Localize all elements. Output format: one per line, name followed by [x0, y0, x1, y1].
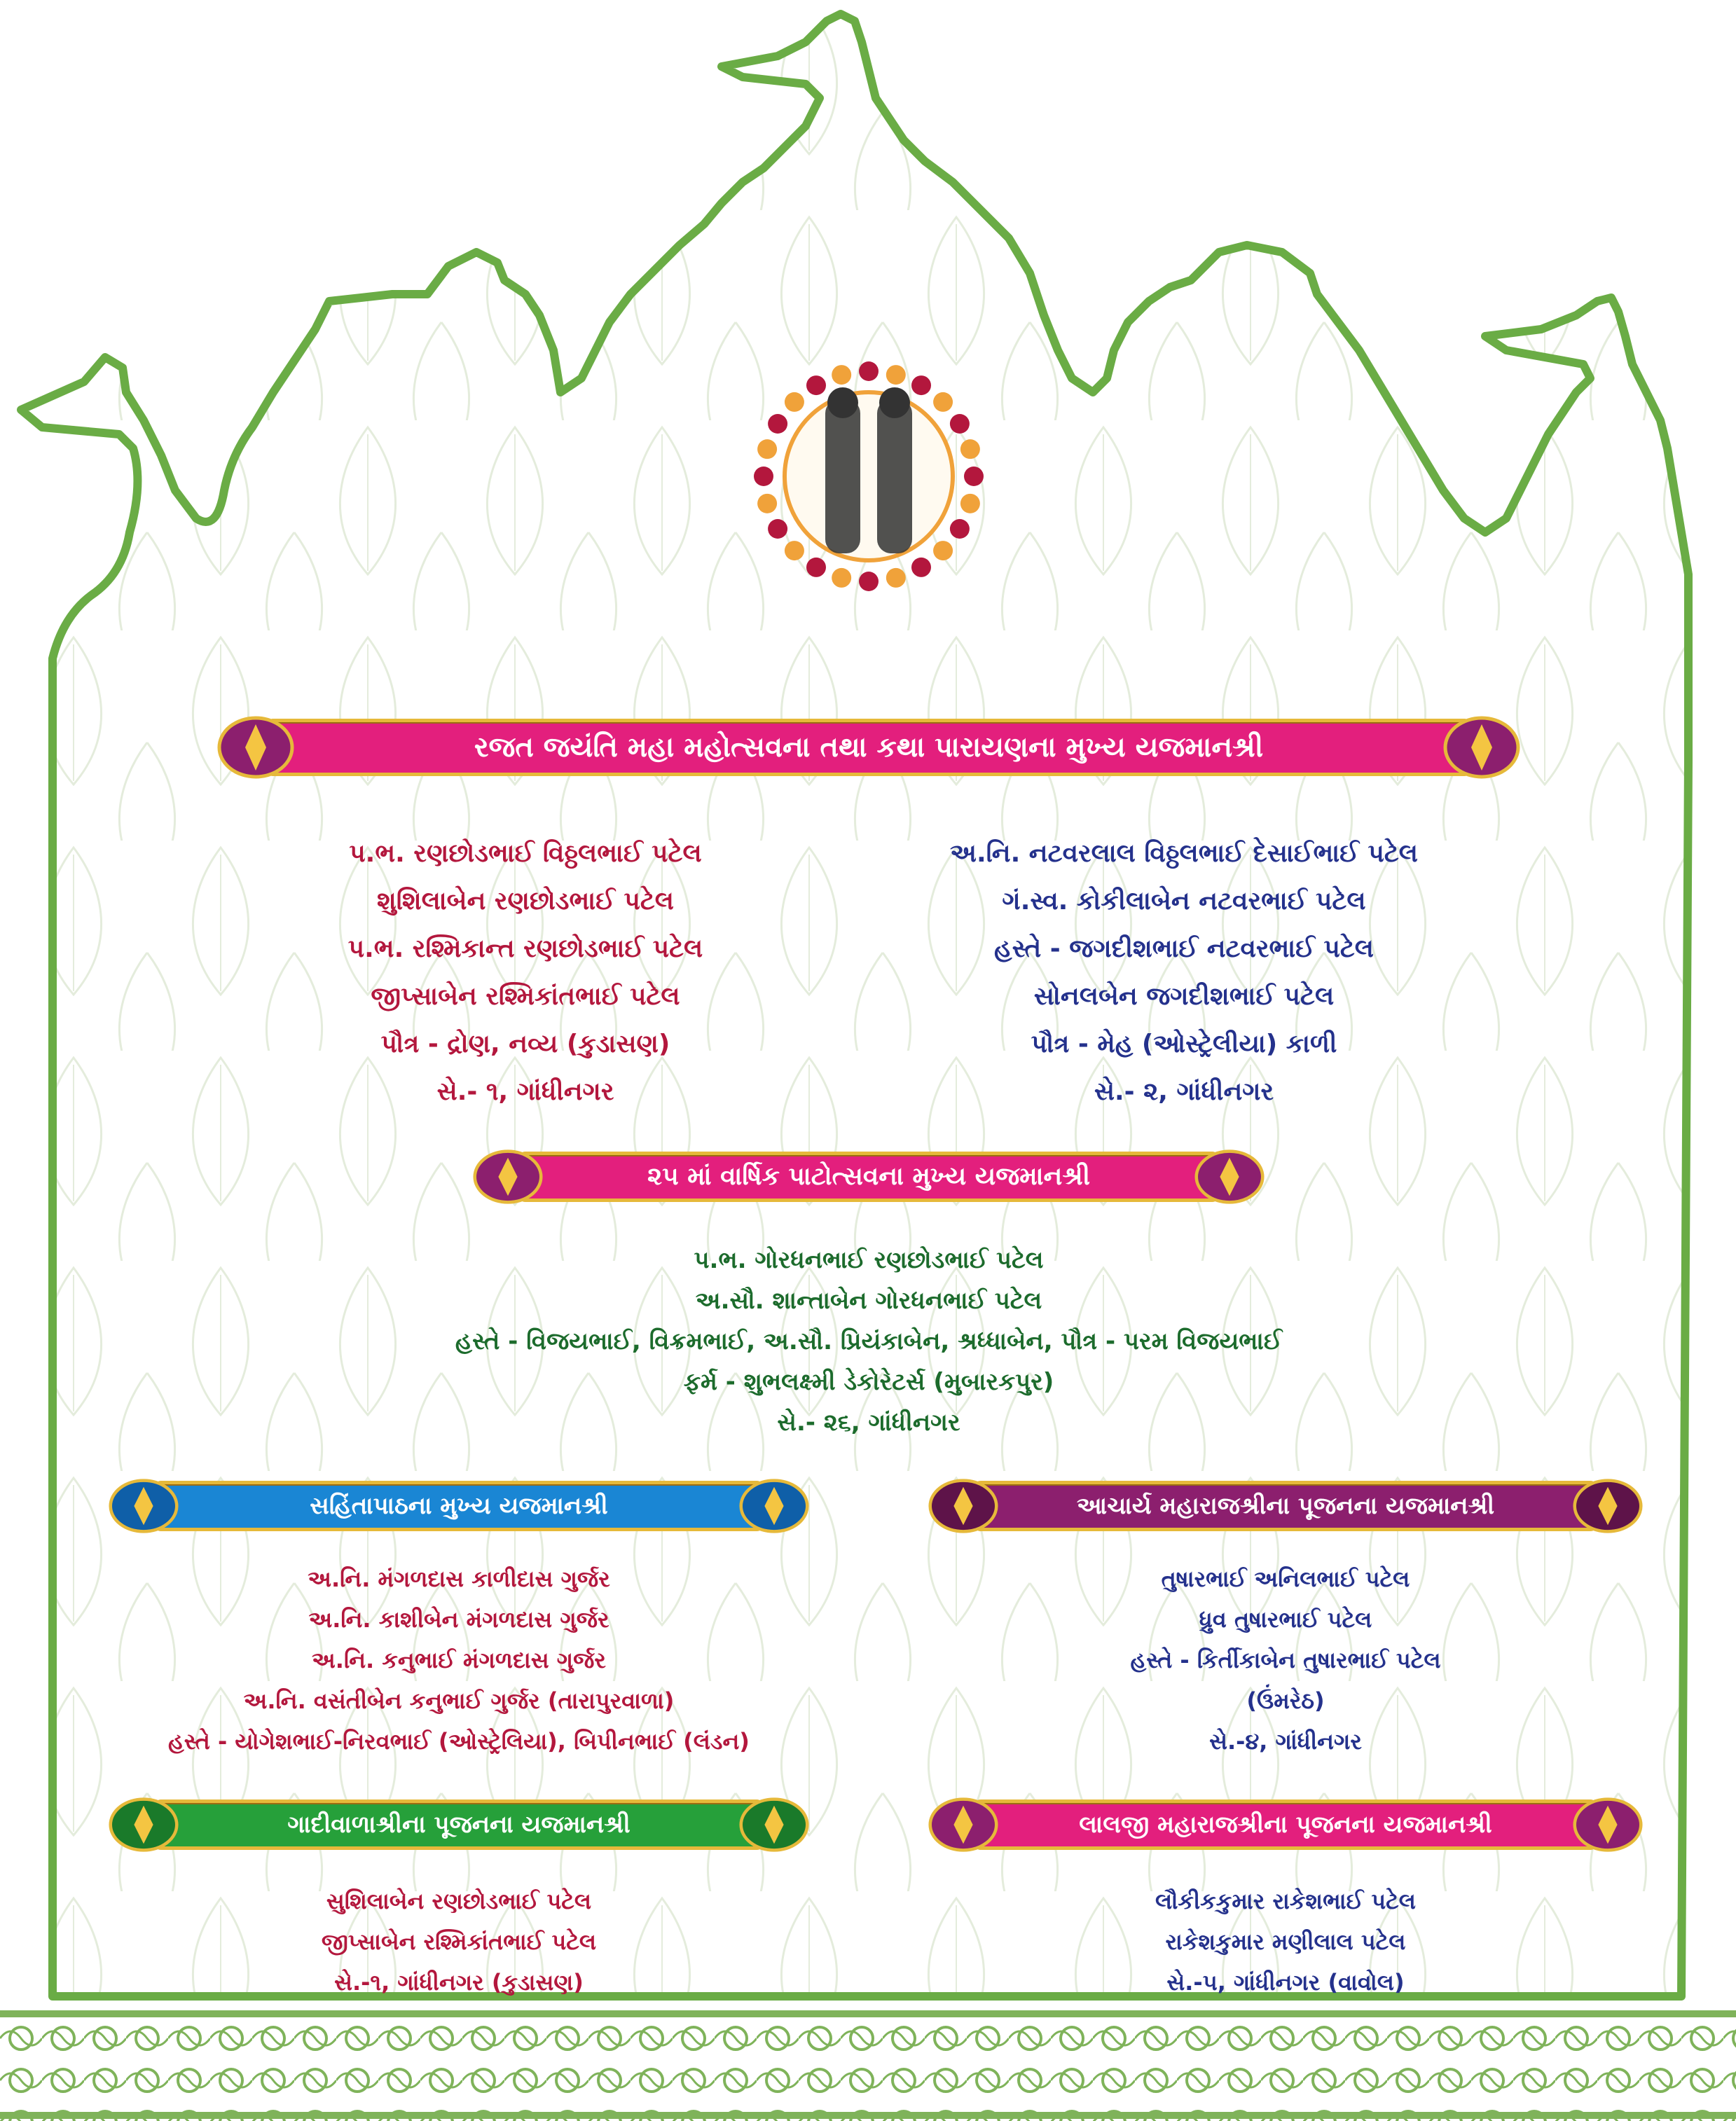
- ornament-left-icon: [469, 1142, 546, 1212]
- emblem-bead: [806, 558, 826, 577]
- emblem-bead: [757, 494, 777, 513]
- emblem-bead: [832, 365, 851, 385]
- list-item: પૌત્ર - દ્રોણ, નવ્ય (કુડાસણ): [380, 1030, 670, 1058]
- ornament-left-icon: [217, 709, 294, 786]
- ornament-left-icon: [105, 1471, 182, 1541]
- ornament-right-icon: [1191, 1142, 1268, 1212]
- ornament-right-icon: [736, 1790, 813, 1860]
- list-item: ફર્મ - શુભલક્ષ્મી ડેકોરેટર્સ (મુબારકપુર): [683, 1368, 1054, 1396]
- list-item: જીપ્સાબેન રશ્મિકાંતભાઈ પટેલ: [371, 982, 680, 1011]
- emblem-bead: [911, 558, 931, 577]
- ornament-left-icon: [105, 1790, 182, 1860]
- list-item: સુશિલાબેન રણછોડભાઈ પટેલ: [326, 1888, 592, 1914]
- emblem-bead: [950, 519, 970, 539]
- ornament-right-icon: [1569, 1471, 1646, 1541]
- list-item: સે.-૪, ગાંધીનગર: [1209, 1728, 1362, 1755]
- emblem-bead: [933, 541, 953, 560]
- list-item: શુશિલાબેન રણછોડભાઈ પટેલ: [376, 887, 675, 916]
- list-item: પ.ભ. રણછોડભાઈ વિઠ્ઠલભાઈ પટેલ: [349, 839, 702, 868]
- lalji-column: [925, 1881, 1646, 2003]
- ornament-right-icon: [736, 1471, 813, 1541]
- sanhita-column: [98, 1559, 820, 1762]
- main-left-column: [175, 830, 876, 1116]
- list-item: રાકેશકુમાર મણીલાલ પટેલ: [1165, 1928, 1406, 1955]
- list-item: અ.નિ. વસંતીબેન કનુભાઈ ગુર્જર (તારાપુરવાળા): [243, 1687, 675, 1714]
- emblem-bead: [785, 392, 804, 412]
- emblem-bead: [964, 467, 984, 486]
- list-item: પ.ભ. ગોરધનભાઈ રણછોડભાઈ પટેલ: [694, 1246, 1044, 1274]
- list-item: સે.- ૨૬, ગાંધીનગર: [777, 1409, 960, 1437]
- main-banner-title: રજત જયંતિ મહા મહોત્સવના તથા કથા પારાયણના મુખ્ય યજમાનશ્રી: [474, 731, 1264, 764]
- list-item: સે.- ૧, ગાંધીનગર: [436, 1077, 614, 1106]
- list-item: પ.ભ. રશ્મિકાન્ત રણછોડભાઈ પટેલ: [347, 934, 703, 963]
- emblem-bead: [754, 467, 773, 486]
- emblem-bead: [886, 365, 906, 385]
- list-item: લૌકીકકુમાર રાકેશભાઈ પટેલ: [1155, 1888, 1416, 1914]
- emblem-bead: [911, 375, 931, 395]
- list-item: સે.- ૨, ગાંધીનગર: [1094, 1077, 1274, 1106]
- main-right-column: [834, 830, 1534, 1116]
- list-item: સે.-૫, ગાંધીનગર (વાવોલ): [1166, 1969, 1405, 1996]
- ornament-right-icon: [1569, 1790, 1646, 1860]
- emblem-bead: [768, 414, 787, 434]
- acharya-banner-title: આચાર્ય મહારાજશ્રીના પૂજનના યજમાનશ્રી: [1076, 1492, 1495, 1520]
- list-item: અ.નિ. મંગળદાસ કાળીદાસ ગુર્જર: [308, 1566, 610, 1592]
- patotsav-banner-title: ૨૫ માં વાર્ષિક પાટોત્સવના મુખ્ય યજમાનશ્રી: [647, 1162, 1090, 1191]
- list-item: હસ્તે - કિર્તીકાબેન તુષારભાઈ પટેલ: [1130, 1647, 1441, 1673]
- list-item: ધ્રુવ તુષારભાઈ પટેલ: [1199, 1606, 1372, 1633]
- sanhita-banner-title: સહિંતાપાઠના મુખ્ય યજમાનશ્રી: [310, 1492, 608, 1520]
- gadiwala-banner: [105, 1790, 813, 1860]
- emblem-bead: [960, 494, 980, 513]
- list-item: (ઉંમરેઠ): [1246, 1687, 1325, 1714]
- list-item: અ.નિ. કનુભાઈ મંગળદાસ ગુર્જર: [312, 1647, 606, 1673]
- list-item: હસ્તે - વિજયભાઈ, વિક્રમભાઈ, અ.સૌ. પ્રિયંકાબેન, શ્રધ્ધાબેન, પૌત્ર - પરમ વિજયભાઈ: [455, 1327, 1283, 1355]
- list-item: સોનલબેન જગદીશભાઈ પટેલ: [1033, 982, 1335, 1011]
- emblem-bead: [757, 439, 777, 459]
- list-item: સે.-૧, ગાંધીનગર (કુડાસણ): [334, 1969, 584, 1996]
- bottom-border-line: [0, 2010, 1736, 2017]
- sanhita-banner: [105, 1471, 813, 1541]
- patotsav-column: [168, 1240, 1569, 1443]
- patotsav-banner: [469, 1142, 1268, 1212]
- emblem-bead: [933, 392, 953, 412]
- ornament-left-icon: [925, 1790, 1002, 1860]
- emblem-bead: [785, 541, 804, 560]
- main-banner: [217, 709, 1520, 786]
- list-item: તુષારભાઈ અનિલભાઈ પટેલ: [1161, 1566, 1410, 1592]
- acharya-column: [925, 1559, 1646, 1762]
- emblem-bead: [832, 568, 851, 588]
- list-item: હસ્તે - જગદીશભાઈ નટવરભાઈ પટેલ: [993, 934, 1375, 963]
- lalji-banner: [925, 1790, 1646, 1860]
- emblem-bead: [859, 572, 879, 591]
- lalji-banner-title: લાલજી મહારાજશ્રીના પૂજનના યજમાનશ્રી: [1079, 1811, 1492, 1839]
- acharya-banner: [925, 1471, 1646, 1541]
- ornament-left-icon: [925, 1471, 1002, 1541]
- emblem-bead: [806, 375, 826, 395]
- list-item: અ.સૌ. શાન્તાબેન ગોરધનભાઈ પટેલ: [695, 1287, 1042, 1315]
- deities-emblem-icon: [743, 350, 995, 602]
- list-item: અ.નિ. નટવરલાલ વિઠ્ઠલભાઈ દેસાઈભાઈ પટેલ: [949, 839, 1419, 868]
- list-item: જીપ્સાબેન રશ્મિકાંતભાઈ પટેલ: [321, 1928, 597, 1955]
- list-item: હસ્તે - યોગેશભાઈ-નિરવભાઈ (ઓસ્ટ્રેલિયા), બિપીનભાઈ (લંડન): [168, 1728, 750, 1755]
- list-item: પૌત્ર - મેહ (ઓસ્ટ્રેલીયા) કાળી: [1031, 1030, 1337, 1058]
- gadiwala-banner-title: ગાદીવાળાશ્રીના પૂજનના યજમાનશ્રી: [287, 1811, 631, 1839]
- emblem-bead: [768, 519, 787, 539]
- list-item: અ.નિ. કાશીબેન મંગળદાસ ગુર્જર: [308, 1606, 609, 1633]
- emblem-bead: [950, 414, 970, 434]
- ornament-right-icon: [1443, 709, 1520, 786]
- bottom-border-line-lower: [0, 2112, 1736, 2119]
- bottom-border-band: [0, 2017, 1736, 2121]
- emblem-bead: [960, 439, 980, 459]
- list-item: ગં.સ્વ. કોકીલાબેન નટવરભાઈ પટેલ: [1002, 887, 1366, 916]
- emblem-bead: [886, 568, 906, 588]
- emblem-bead: [859, 361, 879, 381]
- gadiwala-column: [98, 1881, 820, 2003]
